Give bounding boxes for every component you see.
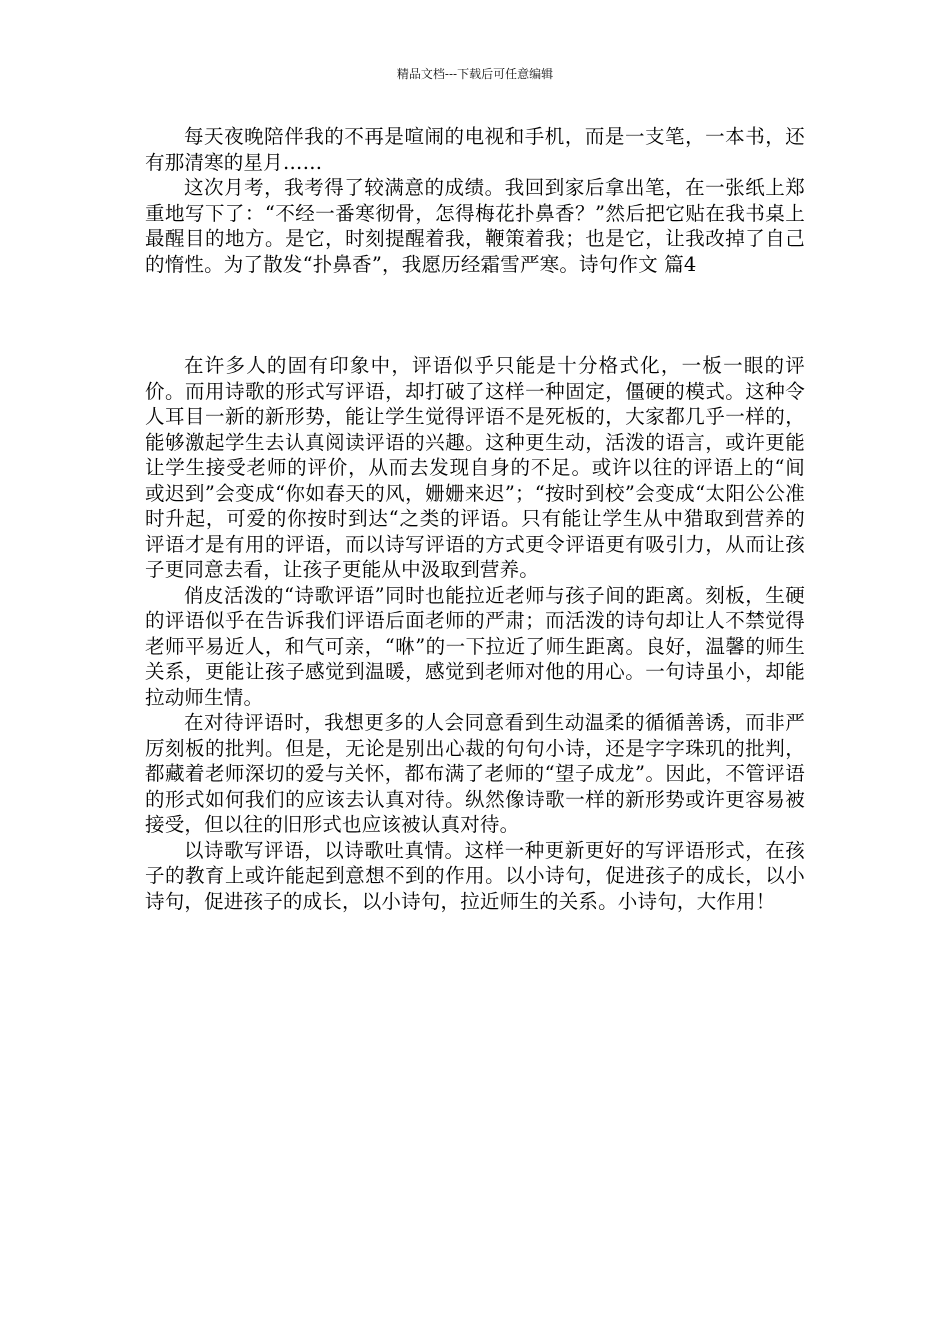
section-gap (145, 277, 805, 353)
paragraph: 在许多人的固有印象中，评语似乎只能是十分格式化，一板一眼的评价。而用诗歌的形式写评语，却打破了这样一种固定，僵硬的模式。这种令人耳目一新的新形势，能让学生觉得评语不是死板的，大家都几乎一样的，能够激起学生去认真阅读评语的兴趣。这种更生动，活泼的语言，或许更能让学生接受老师的评价，从而去发现自身的不足。或许以往的评语上的“间或迟到”会变成“你如春天的风，姗姗来迟”；“按时到校”会变成“太阳公公准时升起，可爱的你按时到达“之类的评语。只有能让学生从中猎取到营养的评语才是有用的评语，而以诗写评语的方式更令评语更有吸引力，从而让孩子更同意去看，让孩子更能从中汲取到营养。 (145, 354, 805, 581)
paragraph: 在对待评语时，我想更多的人会同意看到生动温柔的循循善诱，而非严厉刻板的批判。但是，无论是别出心裁的句句小诗，还是字字珠玑的批判，都藏着老师深切的爱与关怀，都布满了老师的“望子成龙”。因此，不管评语的形式如何我们的应该去认真对待。纵然像诗歌一样的新形势或许更容易被接受，但以往的旧形式也应该被认真对待。 (145, 711, 805, 836)
page-header: 精品文档---下载后可任意编辑 (396, 67, 554, 81)
document-body (145, 124, 805, 914)
paragraph: 这次月考，我考得了较满意的成绩。我回到家后拿出笔，在一张纸上郑重地写下了：“不经一番寒彻骨，怎得梅花扑鼻香？”然后把它贴在我书桌上最醒目的地方。是它，时刻提醒着我，鞭策着我；也是它，让我改掉了自己的惰性。为了散发“扑鼻香”，我愿历经霜雪严寒。诗句作文 篇4 (145, 176, 805, 276)
paragraph: 以诗歌写评语，以诗歌吐真情。这样一种更新更好的写评语形式，在孩子的教育上或许能起到意想不到的作用。以小诗句，促进孩子的成长，以小诗句，促进孩子的成长，以小诗句，拉近师生的关系。小诗句，大作用！ (145, 838, 805, 913)
paragraph: 每天夜晚陪伴我的不再是喧闹的电视和手机，而是一支笔，一本书，还有那清寒的星月…… (145, 125, 805, 174)
paragraph: 俏皮活泼的“诗歌评语”同时也能拉近老师与孩子间的距离。刻板，生硬的评语似乎在告诉我们评语后面老师的严肃；而活泼的诗句却让人不禁觉得老师平易近人，和气可亲，“咻”的一下拉近了师生距离。良好，温馨的师生关系，更能让孩子感觉到温暖，感觉到老师对他的用心。一句诗虽小，却能拉动师生情。 (145, 583, 805, 709)
